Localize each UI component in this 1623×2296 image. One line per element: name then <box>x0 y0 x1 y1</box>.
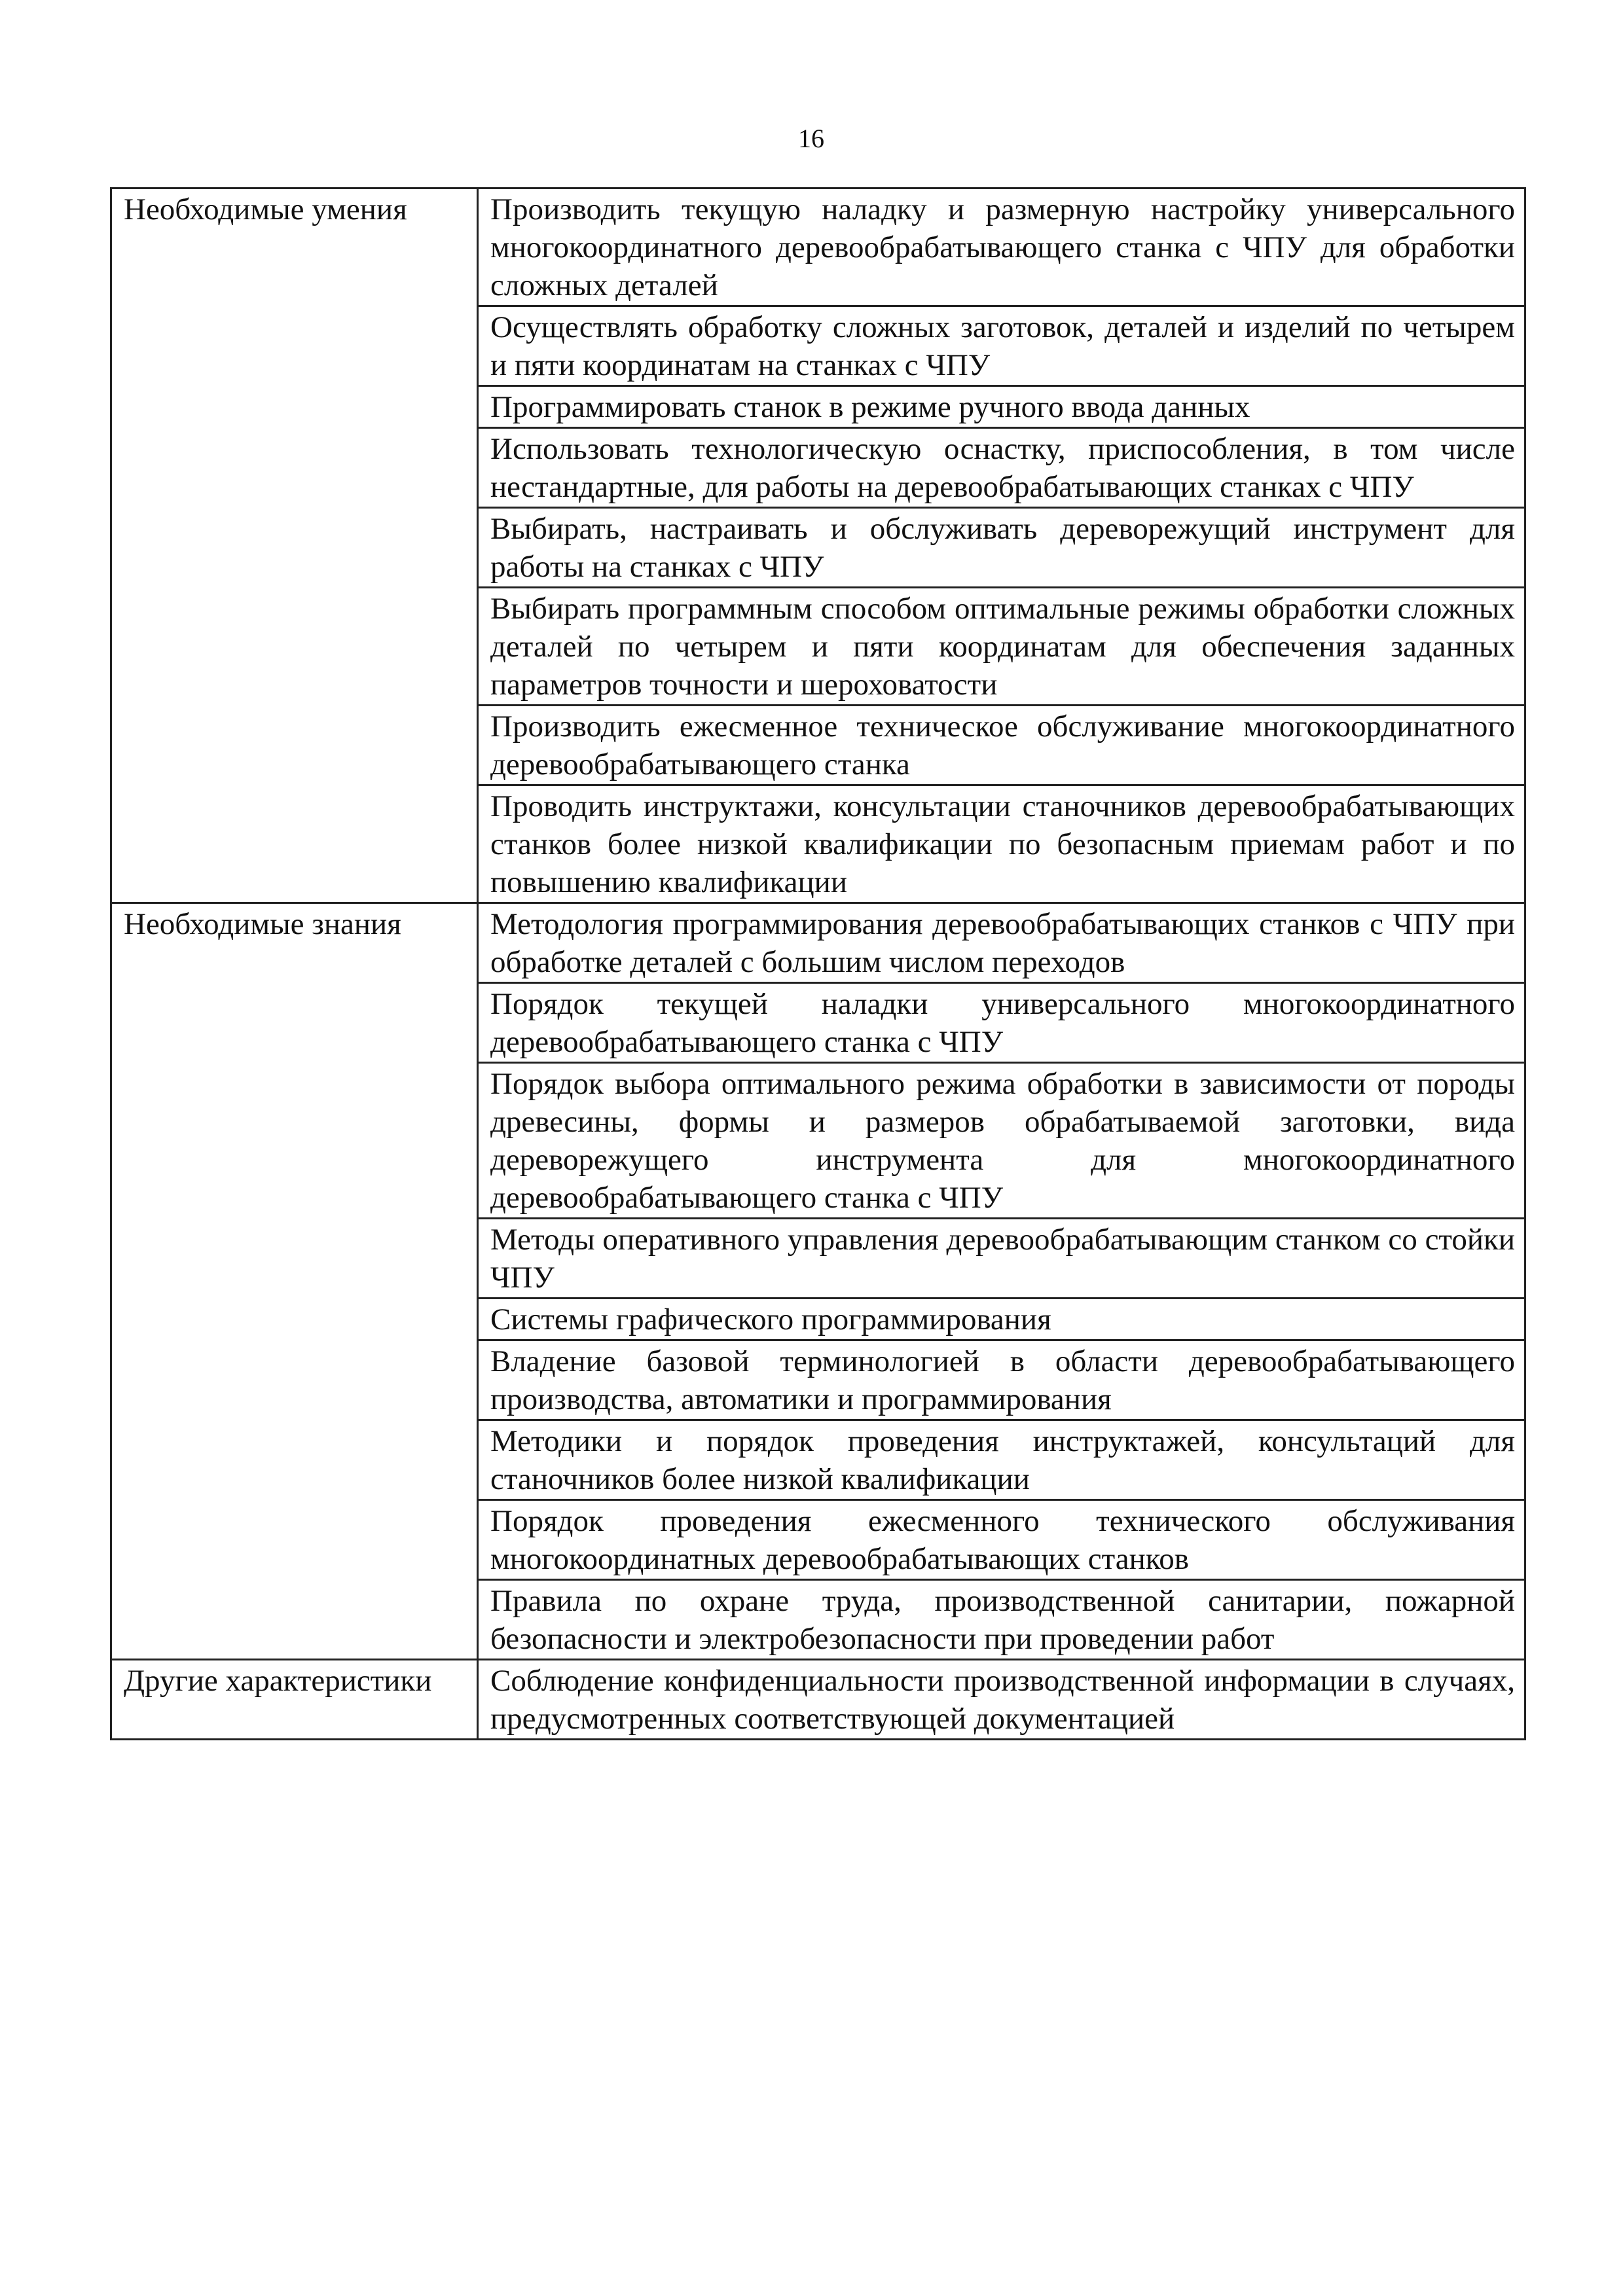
table-cell: Соблюдение конфиденциальности производственной информации в случаях, предусмотренных соответствующей документацией <box>478 1660 1525 1740</box>
table-row <box>111 1660 1525 1740</box>
section-label-skills: Необходимые умения <box>111 188 478 903</box>
table-cell: Производить ежесменное техническое обслуживание многокоординатного деревообрабатывающего станка <box>478 706 1525 785</box>
table-cell: Выбирать, настраивать и обслуживать дереворежущий инструмент для работы на станках с ЧПУ <box>478 508 1525 588</box>
page-number: 16 <box>798 124 824 153</box>
table-cell: Методология программирования деревообрабатывающих станков с ЧПУ при обработке деталей с большим числом переходов <box>478 903 1525 983</box>
table-cell: Правила по охране труда, производственной санитарии, пожарной безопасности и электробезопасности при проведении работ <box>478 1580 1525 1660</box>
section-label-knowledge: Необходимые знания <box>111 903 478 1660</box>
table-cell: Осуществлять обработку сложных заготовок, деталей и изделий по четырем и пяти координатам на станках с ЧПУ <box>478 306 1525 386</box>
table-row <box>111 188 1525 306</box>
table-cell: Системы графического программирования <box>478 1299 1525 1340</box>
table-cell: Выбирать программным способом оптимальные режимы обработки сложных деталей по четырем и пяти координатам для обеспечения заданных параметров точности и шероховатости <box>478 588 1525 706</box>
competency-table <box>110 187 1526 1740</box>
table-cell: Использовать технологическую оснастку, приспособления, в том числе нестандартные, для работы на деревообрабатывающих станках с ЧПУ <box>478 428 1525 508</box>
table-cell: Производить текущую наладку и размерную настройку универсального многокоординатного деревообрабатывающего станка с ЧПУ для обработки сложных деталей <box>478 188 1525 306</box>
table-cell: Порядок выбора оптимального режима обработки в зависимости от породы древесины, формы и размеров обрабатываемой заготовки, вида дереворежущего инструмента для многокоординатного деревообрабатывающего станка с ЧПУ <box>478 1063 1525 1219</box>
table-cell: Методы оперативного управления деревообрабатывающим станком со стойки ЧПУ <box>478 1219 1525 1299</box>
table-cell: Методики и порядок проведения инструктажей, консультаций для станочников более низкой квалификации <box>478 1420 1525 1500</box>
table-cell: Проводить инструктажи, консультации станочников деревообрабатывающих станков более низкой квалификации по безопасным приемам работ и по повышению квалификации <box>478 785 1525 903</box>
table-row <box>111 903 1525 983</box>
section-label-other: Другие характеристики <box>111 1660 478 1740</box>
table-cell: Владение базовой терминологией в области деревообрабатывающего производства, автоматики и программирования <box>478 1340 1525 1420</box>
table-cell: Порядок проведения ежесменного технического обслуживания многокоординатных деревообрабатывающих станков <box>478 1500 1525 1580</box>
table-cell: Порядок текущей наладки универсального многокоординатного деревообрабатывающего станка с ЧПУ <box>478 983 1525 1063</box>
table-cell: Программировать станок в режиме ручного ввода данных <box>478 386 1525 428</box>
